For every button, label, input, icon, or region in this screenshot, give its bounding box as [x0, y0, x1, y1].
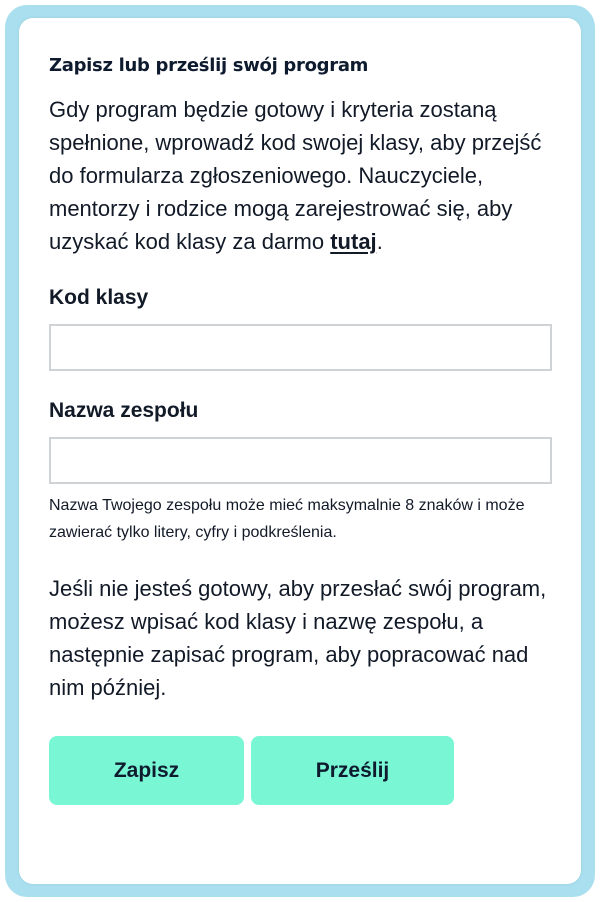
save-note: Jeśli nie jesteś gotowy, aby przesłać swój program, możesz wpisać kod klasy i nazwę zespołu, a następnie zapisać program, aby popracować nad nim później. [49, 576, 547, 700]
form-title: Zapisz lub prześlij swój program [49, 55, 369, 76]
team-name-label: Nazwa zespołu [49, 399, 199, 422]
form-card [19, 18, 581, 884]
register-link[interactable]: tutaj [330, 229, 377, 254]
team-name-input[interactable] [49, 437, 552, 484]
form-content [49, 54, 559, 805]
intro-paragraph [49, 93, 554, 258]
action-buttons [49, 736, 559, 805]
save-button[interactable]: Zapisz [49, 736, 244, 805]
outer-frame [5, 5, 595, 897]
intro-end: . [376, 229, 383, 254]
team-name-hint: Nazwa Twojego zespołu może mieć maksymalnie 8 znaków i może zawierać tylko litery, cyfry i podkreślenia. [49, 497, 525, 541]
intro-text: Gdy program będzie gotowy i kryteria zostaną spełnione, wprowadź kod swojej klasy, aby przejść do formularza zgłoszeniowego. Nauczyciele, mentorzy i rodzice mogą zarejestrować się, aby uzyskać kod klasy za darmo [49, 97, 542, 254]
class-code-label: Kod klasy [49, 286, 149, 309]
class-code-input[interactable] [49, 324, 552, 371]
submit-button[interactable]: Prześlij [251, 736, 454, 805]
